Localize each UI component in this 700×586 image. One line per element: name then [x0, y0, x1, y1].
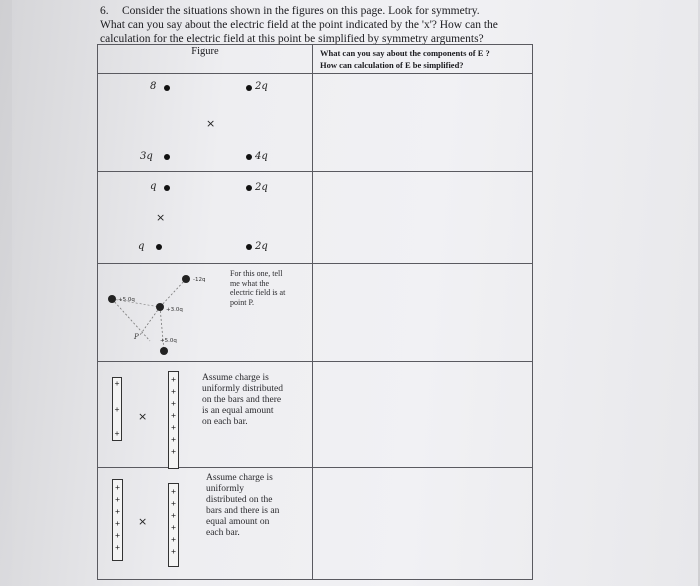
question-text-line-3: calculation for the electric field at this point be simplified by symmetry arguments?: [100, 33, 484, 45]
plus-sign: +: [171, 547, 176, 556]
note-line: on each bar.: [202, 417, 248, 427]
charge-dot: [246, 154, 252, 160]
row-4-note: [202, 373, 283, 428]
header-divider: [98, 73, 532, 74]
charged-bar-left: [112, 479, 123, 561]
charge-label: +5.0q: [118, 297, 135, 303]
plus-sign: +: [115, 495, 120, 504]
note-line: For this one, tell: [230, 269, 283, 278]
charge-label: 4q: [255, 151, 268, 162]
charge-label: 2q: [255, 182, 268, 193]
point-p-label: P: [134, 333, 139, 341]
plus-sign: +: [115, 507, 120, 516]
charge-label: 2q: [255, 241, 268, 252]
row-divider: [98, 467, 532, 468]
row-divider: [98, 263, 532, 264]
row-divider: [98, 361, 532, 362]
charge-dot: [108, 295, 116, 303]
field-point-x: ×: [156, 211, 166, 224]
plus-sign: +: [171, 511, 176, 520]
plus-sign: +: [114, 429, 120, 438]
worksheet-page: [12, 0, 698, 586]
charge-dot: [164, 185, 170, 191]
charge-label: -12q: [193, 277, 206, 283]
charge-dot: [160, 347, 168, 355]
row-divider: [98, 171, 532, 172]
charge-dot: [156, 303, 164, 311]
charge-dot: [156, 244, 162, 250]
note-line: point P.: [230, 297, 255, 307]
simplify-question: How can calculation of E be simplified?: [320, 60, 464, 70]
charge-label: q: [150, 181, 157, 192]
note-line: on the bars and there: [202, 395, 282, 405]
charged-bar-left: [112, 377, 122, 441]
field-point-x: ×: [138, 515, 148, 528]
charge-label: +3.0q: [166, 307, 183, 313]
plus-sign: +: [171, 375, 176, 384]
row-3-note: [230, 269, 285, 307]
plus-sign: +: [171, 387, 176, 396]
figure-table: [97, 44, 533, 580]
note-line: uniformly distributed: [202, 384, 284, 394]
charge-label: 3q: [140, 151, 153, 162]
note-line: each bar.: [206, 528, 240, 538]
note-line: Assume charge is: [202, 373, 269, 383]
charge-label: +5.0q: [160, 338, 177, 344]
components-question: What can you say about the components of E ?: [320, 48, 490, 58]
plus-sign: +: [115, 543, 120, 552]
note-line: bars and there is an: [206, 506, 280, 516]
charge-dot: [246, 85, 252, 91]
plus-sign: +: [171, 411, 176, 420]
note-line: uniformly: [206, 484, 244, 494]
plus-sign: +: [115, 519, 120, 528]
field-point-x: ×: [206, 117, 216, 130]
charge-dot: [164, 154, 170, 160]
column-divider: [312, 45, 313, 579]
plus-sign: +: [115, 483, 120, 492]
charge-label: q: [138, 241, 145, 252]
charge-dot: [164, 85, 170, 91]
plus-sign: +: [171, 523, 176, 532]
row-5-note: [206, 473, 279, 539]
charge-dot: [182, 275, 190, 283]
plus-sign: +: [171, 423, 176, 432]
plus-sign: +: [115, 531, 120, 540]
charged-bar-right: [168, 371, 179, 469]
field-point-x: ×: [138, 410, 148, 423]
charged-bar-right: [168, 483, 179, 567]
question-number: 6.: [100, 5, 109, 17]
charge-label: 2q: [255, 81, 268, 92]
question-text-line-1: Consider the situations shown in the figures on this page. Look for symmetry.: [122, 5, 480, 17]
note-line: distributed on the: [206, 495, 273, 505]
plus-sign: +: [114, 379, 120, 388]
charge-dot: [246, 185, 252, 191]
note-line: electric field is at: [230, 288, 286, 297]
plus-sign: +: [171, 499, 176, 508]
note-line: me what the: [230, 278, 270, 288]
figure-column-header: Figure: [191, 46, 219, 57]
question-column-header: [320, 47, 530, 71]
note-line: Assume charge is: [206, 473, 273, 483]
charge-label: 8: [150, 81, 157, 92]
charge-dot: [246, 244, 252, 250]
plus-sign: +: [171, 399, 176, 408]
note-line: equal amount on: [206, 517, 270, 527]
plus-sign: +: [171, 535, 176, 544]
note-line: is an equal amount: [202, 406, 274, 416]
question-text-line-2: What can you say about the electric field at the point indicated by the 'x'? How can the: [100, 19, 498, 31]
plus-sign: +: [171, 447, 176, 456]
plus-sign: +: [114, 405, 120, 414]
plus-sign: +: [171, 435, 176, 444]
plus-sign: +: [171, 487, 176, 496]
